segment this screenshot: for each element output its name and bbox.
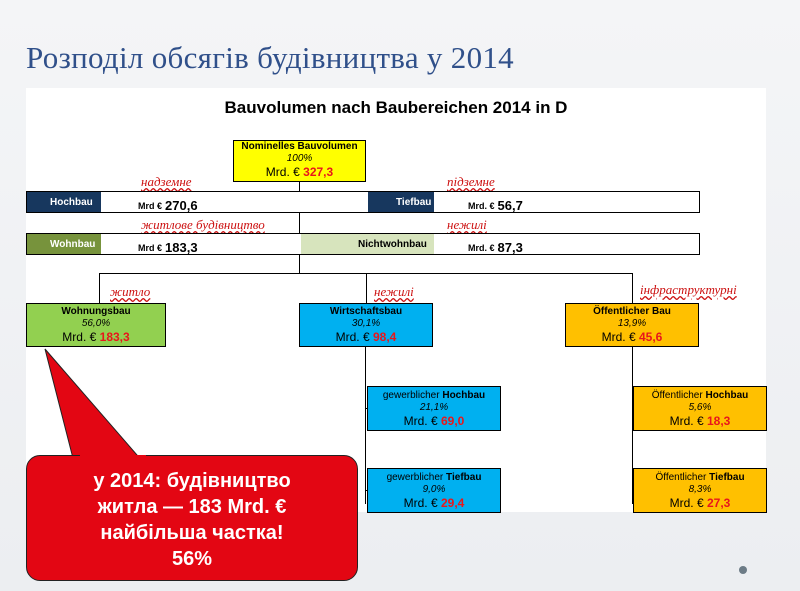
oeffentlicher-bau-percent: 13,9% bbox=[617, 318, 647, 329]
oeff-hochbau-percent: 5,6% bbox=[688, 402, 712, 413]
wirtschaftsbau-amount: Mrd. € 98,4 bbox=[335, 330, 397, 344]
wirtschaftsbau-name: Wirtschaftsbau bbox=[329, 306, 403, 317]
chart-title: Bauvolumen nach Baubereichen 2014 in D bbox=[224, 98, 568, 117]
gew-hochbau-name: gewerblicher Hochbau bbox=[382, 390, 486, 401]
root-amount: Mrd. € 327,3 bbox=[265, 165, 334, 179]
label-infrastructure: інфраструктурні bbox=[640, 282, 737, 297]
gew-hochbau-amount: Mrd. € 69,0 bbox=[403, 414, 465, 428]
root-value: 327,3 bbox=[303, 165, 334, 179]
oeff-tiefbau-name: Öffentlicher Tiefbau bbox=[655, 472, 745, 483]
label-non-residential-top: нежилі bbox=[447, 217, 487, 232]
wohnbau-label: Wohnbau bbox=[50, 239, 96, 250]
label-above-ground: надземне bbox=[141, 174, 192, 189]
slide-title: Розподіл обсягів будівництва у 2014 bbox=[26, 40, 514, 75]
nichtwohnbau-label: Nichtwohnbau bbox=[358, 239, 427, 250]
oeff-hochbau-name: Öffentlicher Hochbau bbox=[651, 390, 749, 401]
callout-line-3: найбільша частка! bbox=[100, 522, 284, 544]
nichtwohnbau-amount: Mrd. € 87,3 bbox=[468, 240, 523, 255]
label-residential-building: житлове будівництво bbox=[141, 217, 265, 232]
gew-tiefbau-amount: Mrd. € 29,4 bbox=[403, 496, 465, 510]
oeff-hochbau-amount: Mrd. € 18,3 bbox=[669, 414, 731, 428]
wohnungsbau-percent: 56,0% bbox=[81, 318, 111, 329]
wohnungsbau-name: Wohnungsbau bbox=[61, 306, 131, 317]
gew-hochbau-percent: 21,1% bbox=[419, 402, 449, 413]
label-housing: житло bbox=[110, 284, 151, 299]
root-percent: 100% bbox=[286, 153, 313, 164]
oeff-tiefbau-percent: 8,3% bbox=[688, 484, 712, 495]
hochbau-label: Hochbau bbox=[50, 197, 93, 208]
slide-nav-dot[interactable] bbox=[739, 566, 747, 574]
wohnbau-amount: Mrd € 183,3 bbox=[138, 240, 198, 255]
label-underground: підземне bbox=[447, 174, 495, 189]
root-name: Nominelles Bauvolumen bbox=[241, 141, 358, 152]
gew-tiefbau-percent: 9,0% bbox=[422, 484, 446, 495]
oeffentlicher-bau-name: Öffentlicher Bau bbox=[593, 306, 671, 317]
callout-line-1: у 2014: будівництво bbox=[93, 470, 291, 492]
hochbau-amount: Mrd € 270,6 bbox=[138, 198, 198, 213]
callout-line-2: житла — 183 Mrd. € bbox=[97, 496, 287, 518]
oeffentlicher-bau-amount: Mrd. € 45,6 bbox=[601, 330, 663, 344]
callout-line-4: 56% bbox=[171, 548, 213, 570]
tiefbau-label: Tiefbau bbox=[396, 197, 432, 208]
label-non-residential: нежилі bbox=[374, 284, 414, 299]
oeff-tiefbau-amount: Mrd. € 27,3 bbox=[669, 496, 731, 510]
gew-tiefbau-name: gewerblicher Tiefbau bbox=[386, 472, 482, 483]
tiefbau-amount: Mrd. € 56,7 bbox=[468, 198, 523, 213]
wohnungsbau-amount: Mrd. € 183,3 bbox=[62, 330, 130, 344]
wirtschaftsbau-percent: 30,1% bbox=[351, 318, 381, 329]
